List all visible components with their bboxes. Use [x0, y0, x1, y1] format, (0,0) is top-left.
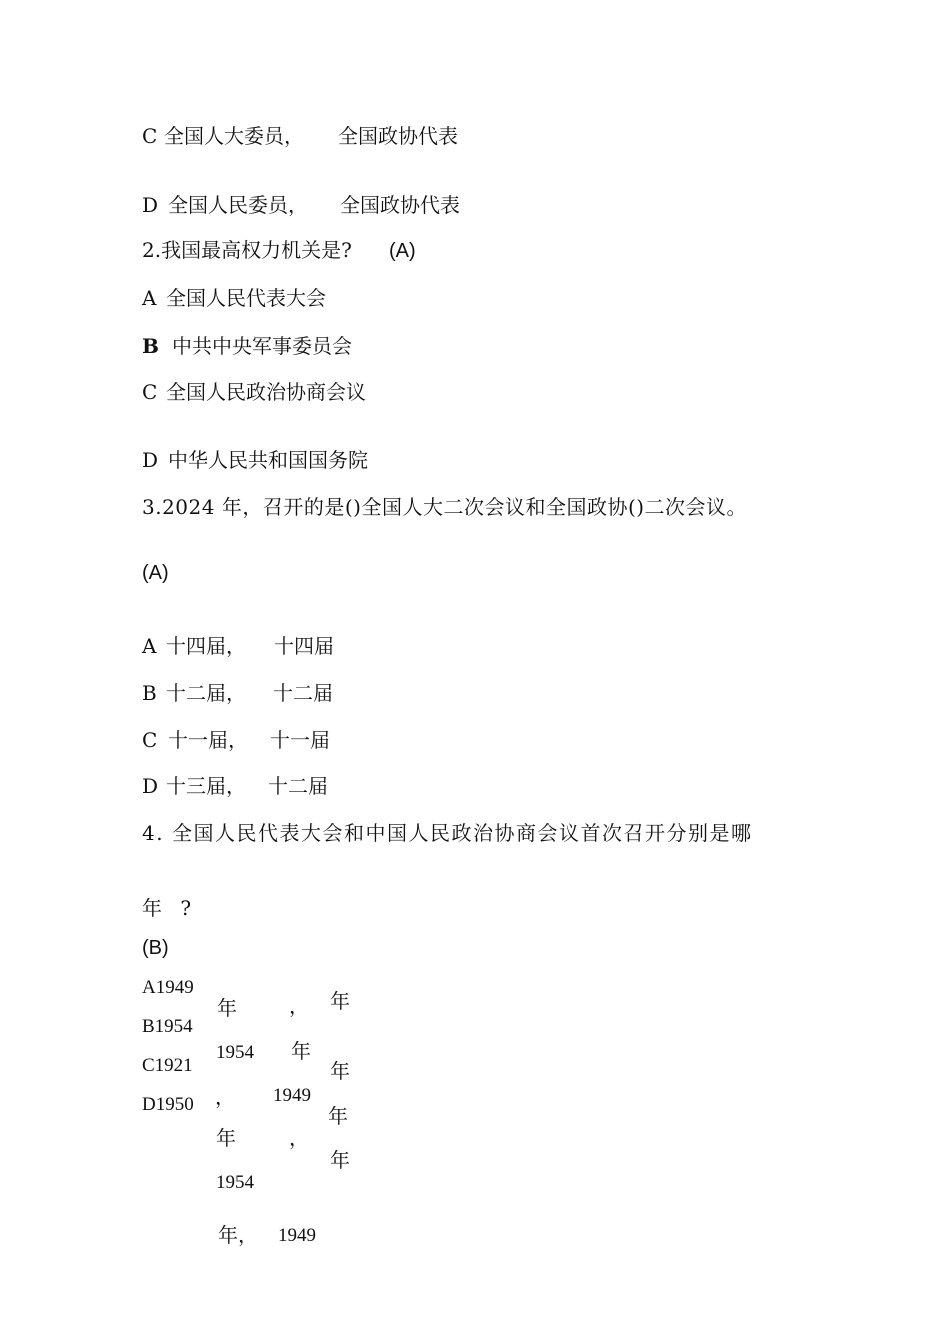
- q3-option-c-text2: 十一届: [270, 728, 330, 752]
- q2-answer: (A): [389, 240, 416, 262]
- q3-option-d-text2: 十二届: [268, 774, 328, 798]
- q4-option-b-label: B1954: [142, 1016, 193, 1037]
- q1-option-c-text2: 全国政协代表: [338, 124, 458, 148]
- q4-fragment: 年: [291, 1039, 311, 1063]
- q2-option-d-letter: D: [142, 448, 159, 472]
- q3-option-a-text2: 十四届: [274, 634, 334, 658]
- q3-option-d-text: 十三届，: [166, 774, 246, 798]
- q2-option-d-text: 中华人民共和国国务院: [168, 448, 368, 472]
- q3-option-b-text2: 十二届: [273, 681, 333, 705]
- q4-fragment: 年，: [218, 1223, 258, 1247]
- q4-option-a-label: A1949: [142, 977, 194, 998]
- q4-fragment: 1954: [216, 1042, 254, 1063]
- q4-question: 4. 全国人民代表大会和中国人民政治协商会议首次召开分别是哪: [142, 821, 753, 845]
- q4-fragment: 1949: [278, 1225, 316, 1246]
- q4-fragment: 年: [330, 1059, 350, 1083]
- q4-fragment: ，: [215, 1085, 235, 1109]
- q3-option-a-text: 十四届，: [166, 634, 246, 658]
- q2-option-b-letter: B: [142, 334, 159, 358]
- q1-option-c-letter: C: [142, 124, 158, 148]
- q1-option-c-text: 全国人大委员，: [164, 124, 304, 148]
- q2-option-c-letter: C: [142, 380, 158, 404]
- q4-fragment: ，: [289, 1126, 309, 1150]
- q4-fragment: 年: [330, 1148, 350, 1172]
- q4-fragment: 年: [328, 1104, 348, 1128]
- q4-answer: (B): [142, 937, 169, 959]
- q2-option-a-letter: A: [142, 286, 157, 310]
- q4-fragment: 年: [330, 989, 350, 1013]
- q4-fragment: 年: [216, 1126, 236, 1150]
- q3-option-b-text: 十二届，: [166, 681, 246, 705]
- q3-option-c-letter: C: [142, 728, 158, 752]
- q3-option-a-letter: A: [142, 634, 157, 658]
- q4-option-c-label: C1921: [142, 1055, 193, 1076]
- q1-option-d-letter: D: [142, 193, 159, 217]
- q1-option-d-text: 全国人民委员，: [168, 193, 308, 217]
- q2-option-b-text: 中共中央军事委员会: [172, 334, 352, 358]
- q4-fragment: 年: [217, 996, 237, 1020]
- q4-fragment: 1954: [216, 1172, 254, 1193]
- q2-option-c-text: 全国人民政治协商会议: [166, 380, 366, 404]
- q3-answer: (A): [142, 562, 169, 584]
- q3-option-c-text: 十一届，: [168, 728, 248, 752]
- q1-option-d-text2: 全国政协代表: [340, 193, 460, 217]
- q2-question: 2.我国最高权力机关是?: [142, 238, 352, 262]
- q4-fragment: ，: [289, 994, 309, 1018]
- q4-fragment: 1949: [273, 1085, 311, 1106]
- q3-option-b-letter: B: [142, 681, 157, 705]
- q4-question-continued: 年 ?: [142, 896, 192, 920]
- q2-option-a-text: 全国人民代表大会: [166, 286, 326, 310]
- q4-option-d-label: D1950: [142, 1094, 194, 1115]
- q3-question: 3.2024 年，召开的是()全国人大二次会议和全国政协()二次会议。: [142, 495, 748, 519]
- q3-option-d-letter: D: [142, 774, 159, 798]
